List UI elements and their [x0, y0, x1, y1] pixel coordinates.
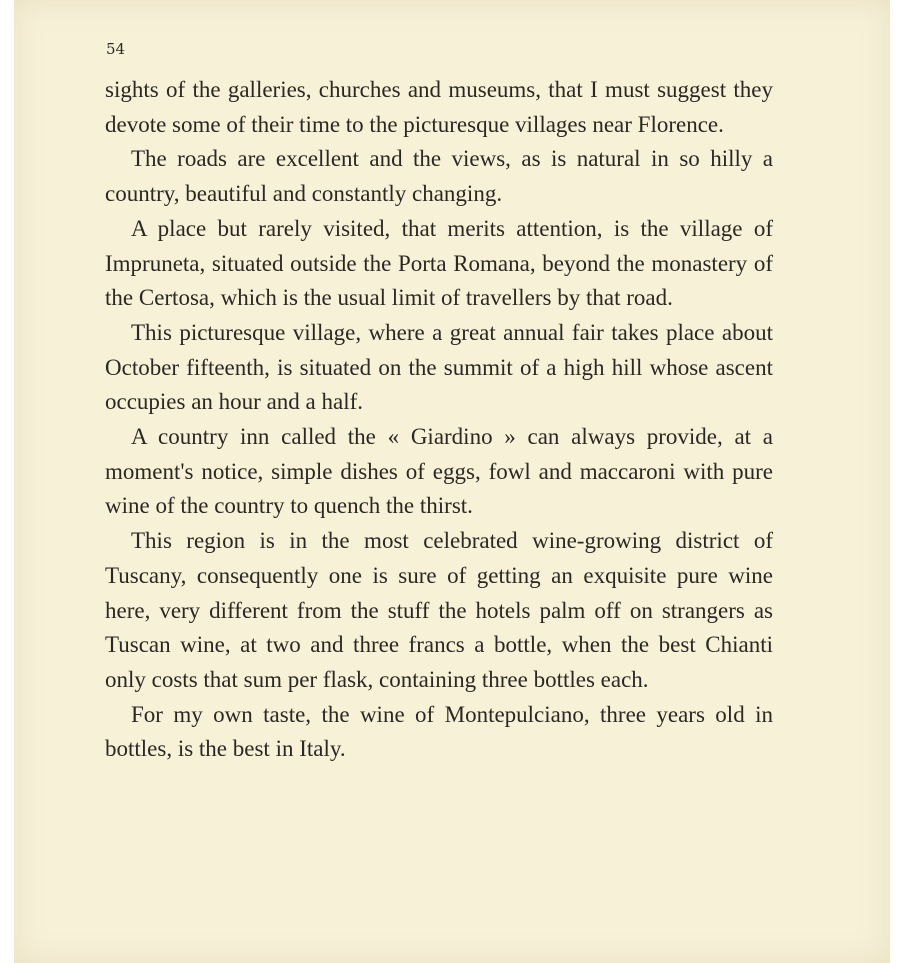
paragraph-country-inn: A country inn called the « Giardino » can always provide, at a moment's notice, simple dishes of eggs, fowl and maccaroni with pure wine of the country to quench the thirst. — [105, 424, 773, 519]
paragraph-continuation: sights of the galleries, churches and museums, that I must suggest they devote some of their time to the picturesque villages near Florence. — [105, 77, 773, 137]
body-text — [105, 73, 773, 767]
paragraph-wine-region: This region is in the most celebrated wine-growing district of Tuscany, consequently one is sure of getting an exquisite pure wine here, very different from the stuff the hotels palm off on strangers as Tuscan wine, at two and three francs a bottle, when the best Chianti only costs that sum per flask, containing three bottles each. — [105, 528, 773, 692]
paragraph-roads: The roads are excellent and the views, as is natural in so hilly a country, beautiful and constantly changing. — [105, 146, 773, 207]
paragraph-impruneta: A place but rarely visited, that merits attention, is the village of Impruneta, situated outside the Porta Romana, beyond the monastery of the Certosa, which is the usual limit of travellers by that road. — [105, 215, 773, 311]
book-page — [14, 0, 890, 963]
page-number: 54 — [106, 40, 126, 58]
paragraph-village-fair: This picturesque village, where a great annual fair takes place about October fifteenth, is situated on the summit of a high hill whose ascent occupies an hour and a half. — [105, 319, 773, 415]
paragraph-montepulciano: For my own taste, the wine of Montepulciano, three years old in bottles, is the best in Italy. — [105, 701, 773, 762]
